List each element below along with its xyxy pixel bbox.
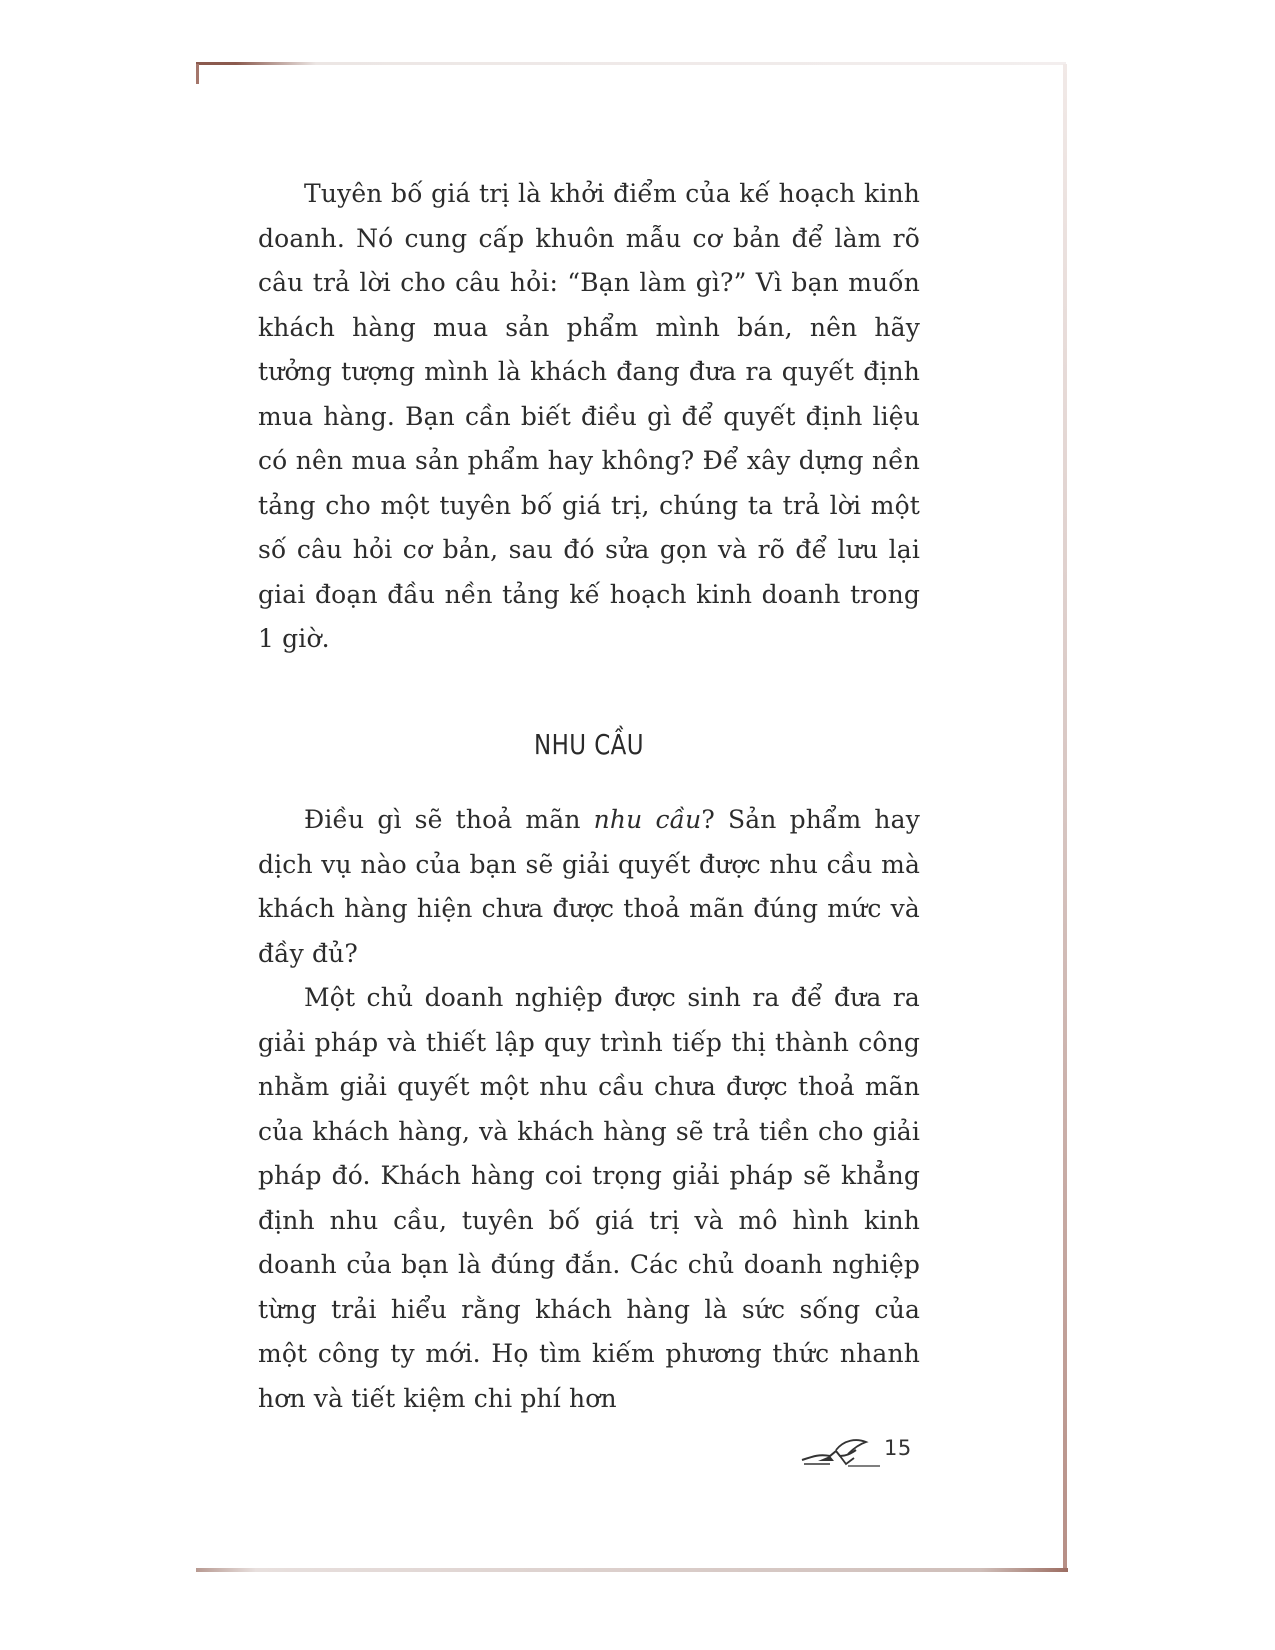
entrepreneur-paragraph: Một chủ doanh nghiệp được sinh ra để đưa ra giải pháp và thiết lập quy trình tiếp thị thành công nhằm giải quyết một nhu cầu chưa được thoả mãn của khách hàng, và khách hàng sẽ trả tiền cho giải pháp đó. Khách hàng coi trọng giải pháp sẽ khẳng định nhu cầu, tuyên bố giá trị và mô hình kinh doanh của bạn là đúng đắn. Các chủ doanh nghiệp từng trải hiểu rằng khách hàng là sức sống của một công ty mới. Họ tìm kiếm phương thức nhanh hơn và tiết kiệm chi phí hơn (258, 983, 920, 1413)
needs-question-rest: ? Sản phẩm hay dịch vụ nào của bạn sẽ giải quyết được nhu cầu mà khách hàng hiện chưa được thoả mãn đúng mức và đầy đủ? (258, 805, 920, 968)
intro-paragraph: Tuyên bố giá trị là khởi điểm của kế hoạch kinh doanh. Nó cung cấp khuôn mẫu cơ bản để làm rõ câu trả lời cho câu hỏi: “Bạn làm gì?” Vì bạn muốn khách hàng mua sản phẩm mình bán, nên hãy tưởng tượng mình là khách đang đưa ra quyết định mua hàng. Bạn cần biết điều gì để quyết định liệu có nên mua sản phẩm hay không? Để xây dựng nền tảng cho một tuyên bố giá trị, chúng ta trả lời một số câu hỏi cơ bản, sau đó sửa gọn và rõ để lưu lại giai đoạn đầu nền tảng kế hoạch kinh doanh trong 1 giờ. (258, 179, 920, 653)
intro-text-block (258, 172, 920, 662)
page-edge-right (1063, 64, 1067, 1570)
swooping-bird-ornament-icon (800, 1434, 880, 1470)
section-heading: NHU CẦU (534, 728, 644, 761)
needs-question-paragraph (258, 798, 920, 976)
needs-emphasis: nhu cầu (593, 805, 702, 834)
page-edge-bottom (196, 1568, 1068, 1572)
page-footer (800, 1434, 920, 1474)
page-edge-top (196, 62, 1066, 65)
needs-question-lead: Điều gì sẽ thoả mãn (304, 805, 594, 834)
page-edge-left (196, 64, 199, 84)
page-number: 15 (884, 1436, 912, 1460)
section-text-block (258, 798, 920, 1421)
